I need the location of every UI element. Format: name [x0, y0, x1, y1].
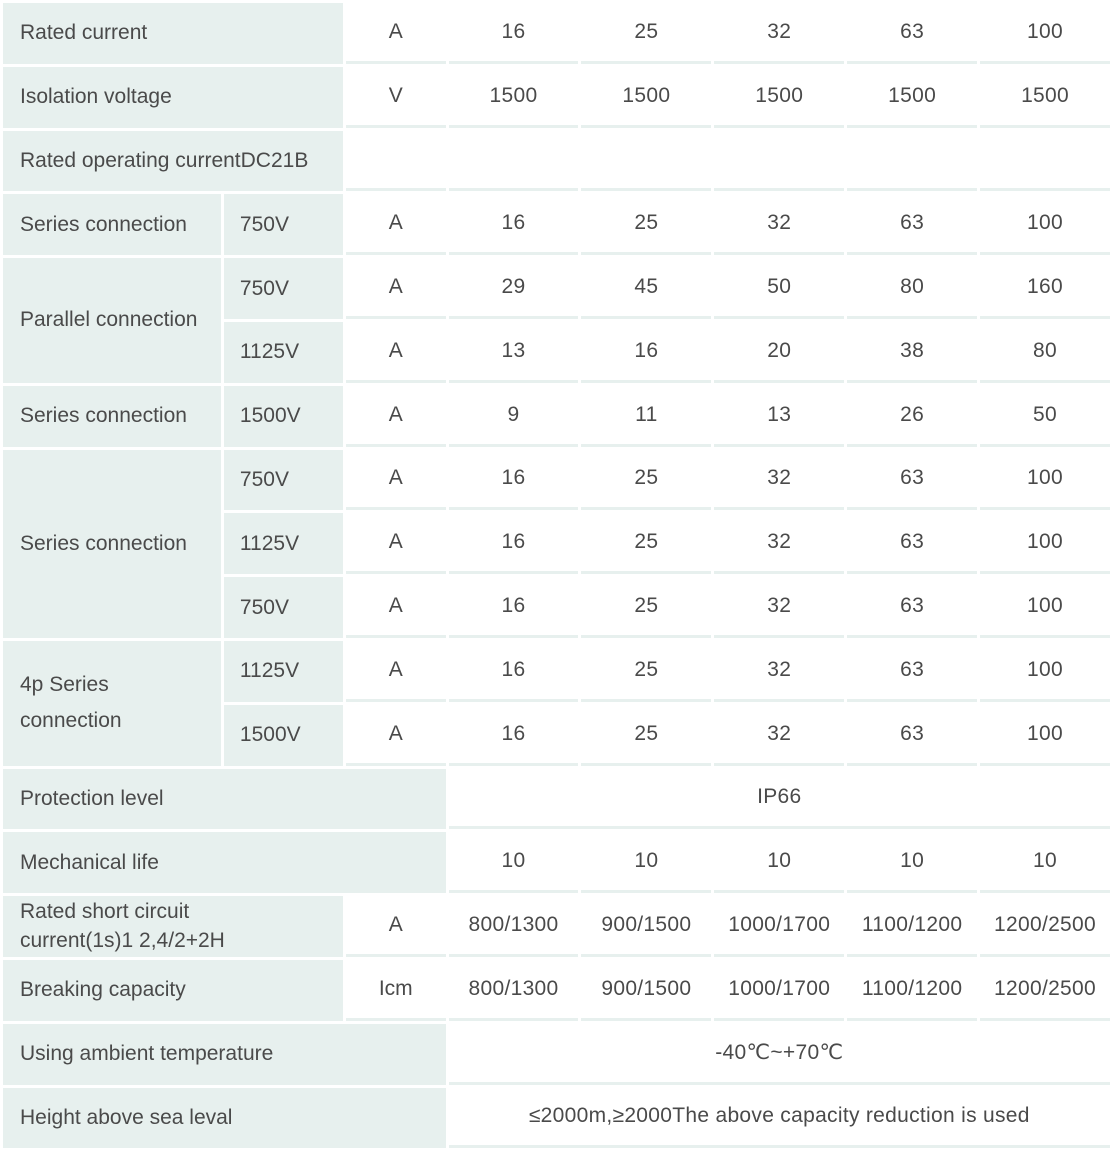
unit-cell: A — [346, 705, 446, 766]
value-cell: 1500 — [449, 67, 579, 128]
value-cell: 80 — [980, 322, 1110, 383]
value-cell: 1100/1200 — [847, 896, 977, 957]
empty-cell — [581, 131, 711, 192]
value-cell: 25 — [581, 705, 711, 766]
unit-cell: A — [346, 322, 446, 383]
unit-cell: A — [346, 513, 446, 574]
row-label — [3, 641, 221, 766]
value-cell: 16 — [449, 641, 579, 702]
voltage-label: 1125V — [224, 322, 343, 383]
table-row-parallel-750v — [3, 258, 1110, 319]
value-cell: 100 — [980, 641, 1110, 702]
value-cell: 100 — [980, 3, 1110, 64]
voltage-label: 750V — [224, 194, 343, 255]
table-row-ambient-temperature — [3, 1024, 1110, 1085]
value-cell: 32 — [714, 3, 844, 64]
row-label: Series connection — [3, 450, 221, 638]
value-cell: 1500 — [980, 67, 1110, 128]
value-cell: 16 — [449, 513, 579, 574]
value-cell: 29 — [449, 258, 579, 319]
value-cell: 1200/2500 — [980, 896, 1110, 957]
table-row-rated-short-circuit — [3, 896, 1110, 957]
voltage-label: 1125V — [224, 513, 343, 574]
value-cell: 13 — [449, 322, 579, 383]
value-cell: 9 — [449, 386, 579, 447]
unit-cell: A — [346, 258, 446, 319]
value-cell: 10 — [980, 832, 1110, 893]
value-cell: 800/1300 — [449, 960, 579, 1021]
row-label: Using ambient temperature — [3, 1024, 446, 1085]
value-cell: 16 — [449, 577, 579, 638]
row-label: Isolation voltage — [3, 67, 343, 128]
value-cell: 900/1500 — [581, 960, 711, 1021]
table-row-protection-level — [3, 769, 1110, 830]
unit-cell: A — [346, 577, 446, 638]
unit-cell: A — [346, 194, 446, 255]
value-cell: 63 — [847, 641, 977, 702]
value-cell: 26 — [847, 386, 977, 447]
value-cell: 25 — [581, 194, 711, 255]
row-label: Mechanical life — [3, 832, 446, 893]
voltage-label: 1125V — [224, 641, 343, 702]
voltage-label: 750V — [224, 450, 343, 511]
value-cell: 20 — [714, 322, 844, 383]
unit-cell: A — [346, 641, 446, 702]
row-label-line: 4p Series — [20, 673, 109, 697]
value-cell: 16 — [449, 3, 579, 64]
value-cell: 100 — [980, 194, 1110, 255]
unit-cell: A — [346, 450, 446, 511]
row-label-line: current(1s)1 2,4/2+2H — [20, 928, 225, 952]
value-cell: IP66 — [449, 769, 1110, 830]
value-cell: 1500 — [847, 67, 977, 128]
value-cell: 1100/1200 — [847, 960, 977, 1021]
value-cell: 1500 — [714, 67, 844, 128]
row-label: Series connection — [3, 194, 221, 255]
value-cell: 10 — [714, 832, 844, 893]
value-cell: 16 — [449, 705, 579, 766]
value-cell: 63 — [847, 450, 977, 511]
value-cell: 45 — [581, 258, 711, 319]
value-cell: 900/1500 — [581, 896, 711, 957]
value-cell: 63 — [847, 705, 977, 766]
table-row-series-group-750v — [3, 450, 1110, 511]
value-cell: 32 — [714, 513, 844, 574]
table-row-series-1500v — [3, 386, 1110, 447]
voltage-label: 1500V — [224, 386, 343, 447]
unit-cell: V — [346, 67, 446, 128]
value-cell: 10 — [449, 832, 579, 893]
table-row-series-750v — [3, 194, 1110, 255]
row-label: Parallel connection — [3, 258, 221, 383]
value-cell: 100 — [980, 577, 1110, 638]
value-cell: 32 — [714, 705, 844, 766]
value-cell: 100 — [980, 705, 1110, 766]
value-cell: 1200/2500 — [980, 960, 1110, 1021]
table-row-mechanical-life — [3, 832, 1110, 893]
value-cell: 25 — [581, 513, 711, 574]
row-label-line: Rated short circuit — [20, 900, 190, 924]
value-cell: 25 — [581, 3, 711, 64]
table-row-4p-series-1125v — [3, 641, 1110, 702]
row-label: Breaking capacity — [3, 960, 343, 1021]
table-row-breaking-capacity — [3, 960, 1110, 1021]
row-label-line: connection — [20, 709, 122, 733]
value-cell: 13 — [714, 386, 844, 447]
value-cell: 10 — [847, 832, 977, 893]
value-cell: 50 — [980, 386, 1110, 447]
value-cell: 10 — [581, 832, 711, 893]
value-cell: 800/1300 — [449, 896, 579, 957]
value-cell: 63 — [847, 513, 977, 574]
empty-cell — [346, 131, 446, 192]
value-cell: 32 — [714, 450, 844, 511]
unit-cell: Icm — [346, 960, 446, 1021]
value-cell: ≤2000m,≥2000The above capacity reduction is used — [449, 1088, 1110, 1149]
value-cell: 32 — [714, 194, 844, 255]
value-cell: 16 — [581, 322, 711, 383]
value-cell: 1000/1700 — [714, 960, 844, 1021]
value-cell: 100 — [980, 513, 1110, 574]
value-cell: 80 — [847, 258, 977, 319]
unit-cell: A — [346, 3, 446, 64]
value-cell: 63 — [847, 577, 977, 638]
value-cell: 16 — [449, 450, 579, 511]
row-label: Height above sea leval — [3, 1088, 446, 1149]
value-cell: 11 — [581, 386, 711, 447]
value-cell: 1000/1700 — [714, 896, 844, 957]
voltage-label: 750V — [224, 577, 343, 638]
table-row-rated-current — [3, 3, 1110, 64]
empty-cell — [980, 131, 1110, 192]
value-cell: 16 — [449, 194, 579, 255]
value-cell: 32 — [714, 577, 844, 638]
value-cell: 63 — [847, 194, 977, 255]
row-label: Series connection — [3, 386, 221, 447]
unit-cell: A — [346, 386, 446, 447]
value-cell: 100 — [980, 450, 1110, 511]
value-cell: 38 — [847, 322, 977, 383]
table-row-isolation-voltage — [3, 67, 1110, 128]
voltage-label: 1500V — [224, 705, 343, 766]
voltage-label: 750V — [224, 258, 343, 319]
unit-cell: A — [346, 896, 446, 957]
row-label: Rated operating currentDC21B — [3, 131, 343, 192]
empty-cell — [847, 131, 977, 192]
value-cell: -40℃~+70℃ — [449, 1024, 1110, 1085]
table-row-rated-operating-current — [3, 131, 1110, 192]
row-label — [3, 896, 343, 957]
value-cell: 160 — [980, 258, 1110, 319]
value-cell: 50 — [714, 258, 844, 319]
empty-cell — [449, 131, 579, 192]
value-cell: 32 — [714, 641, 844, 702]
row-label: Rated current — [3, 3, 343, 64]
row-label: Protection level — [3, 769, 446, 830]
table-row-height-above-sea — [3, 1088, 1110, 1149]
value-cell: 25 — [581, 641, 711, 702]
value-cell: 25 — [581, 450, 711, 511]
empty-cell — [714, 131, 844, 192]
value-cell: 25 — [581, 577, 711, 638]
value-cell: 63 — [847, 3, 977, 64]
value-cell: 1500 — [581, 67, 711, 128]
